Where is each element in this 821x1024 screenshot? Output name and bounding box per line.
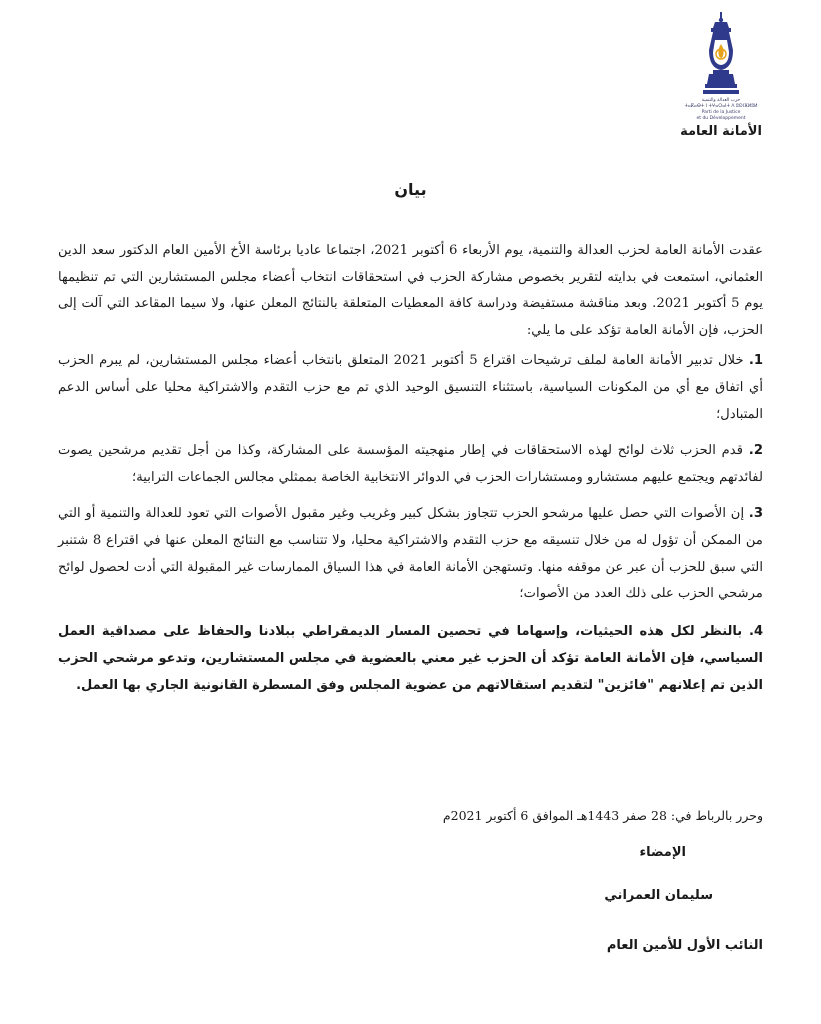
point-4 [58,618,763,699]
signature-label: الإمضاء [639,845,686,860]
party-header [671,10,771,139]
point-text: قدم الحزب ثلاث لوائح لهذه الاستحقاقات في إطار منهجيته المؤسسة على المشاركة، وكذا من أجل تقديم مرشحين يصوت لفائدتهم ويجتمع عليهم مستشارو ومستشارات الحزب في الدوائر الانتخابية الخاصة بممثلي مجالس الجماعات الترابية؛ [58,443,763,485]
org-name: الأمانة العامة [680,124,762,139]
party-lamp-logo-icon [691,10,751,98]
logo-line-french-2: et du Développement [696,116,746,121]
point-text: بالنظر لكل هذه الحيثيات، وإسهاما في تحصين المسار الديمقراطي ببلادنا والحفاظ على مصداقية العمل السياسي، فإن الأمانة العامة تؤكد أن الحزب غير معني بالعضوية في مجلس المستشارين، وتدعو مرشحي الحزب الذين تم إعلانهم "فائزين" لتقديم استقالاتهم من عضوية المجلس وفق المسطرة القانونية الجاري بها العمل. [58,623,763,693]
signatory-name: سليمان العمراني [604,888,713,903]
signatory-role: النائب الأول للأمين العام [606,938,763,953]
point-text: خلال تدبير الأمانة العامة لملف ترشيحات اقتراع 5 أكتوبر 2021 المتعلق بانتخاب أعضاء مجلس المستشارين، لم يبرم الحزب أي اتفاق مع أي من المكونات السياسية، باستثناء التنسيق الوحيد الذي تم مع حزب التقدم والاشتراكية محليا على أساس الدعم المتبادل؛ [58,353,763,422]
intro-paragraph: عقدت الأمانة العامة لحزب العدالة والتنمية، يوم الأربعاء 6 أكتوبر 2021، اجتماعا عاديا برئاسة الأخ الأمين العام الدكتور سعد الدين العثماني، استمعت في بدايته لتقرير بخصوص مشاركة الحزب في استحقاقات انتخاب أعضاء مجلس المستشارين التي تم تنظيمها يوم 5 أكتوبر 2021. وبعد مناقشة مستفيضة ودراسة كافة المعطيات المتعلقة بالنتائج المعلن عنها، ولا سيما المقاعد التي آلت إلى الحزب، فإن الأمانة العامة تؤكد على ما يلي: [58,243,763,338]
point-number: 3. [748,506,763,522]
point-text: إن الأصوات التي حصل عليها مرشحو الحزب تتجاوز بشكل كبير وغريب وغير مقبول الأصوات التي تعود للعدالة والتنمية أو التي من الممكن أن تؤول له من خلال تنسيقه مع حزب التقدم والاشتراكية محليا، ولا تتناسب مع النتائج المعلن عنها في اقتراع 8 شتنبر التي سبق للحزب أن عبر عن موقفه منها. وتستهجن الأمانة العامة في هذا السياق الممارسات غير المقبولة التي أدت لحصول لوائح مرشحي الحزب على ذلك العدد من الأصوات؛ [58,506,763,602]
logo-line-french-1: Parti de la Justice [701,110,741,115]
document-title: بيان [394,180,427,199]
point-number: 4. [749,623,763,639]
point-number: 2. [748,443,763,459]
document-body [58,238,763,709]
logo-line-tifinagh: ⵜⴰⴽⴰⴱⵜ ⵏ ⵜⵖⴰⵔⴰⵏⵜ ⴷ ⵓⵙⵏⴼⵍⵓⵍ [684,104,758,109]
logo-line-arabic: حزب العدالة والتنمية [701,98,741,103]
dateline: وحرر بالرباط في: 28 صفر 1443هـ الموافق 6 أكتوبر 2021م [442,808,763,823]
point-number: 1. [748,353,764,369]
point-1 [58,348,763,428]
point-2 [58,438,763,491]
point-3 [58,501,763,607]
